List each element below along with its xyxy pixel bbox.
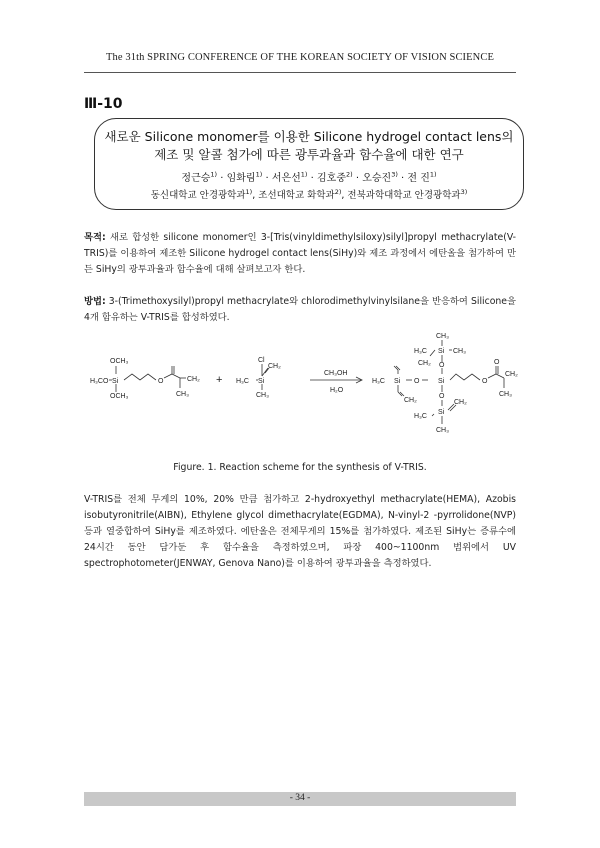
title-line-1: 새로운 Silicone monomer를 이용한 Silicone hydrogel contact lens의 xyxy=(104,129,514,144)
reactant2-ch2: CH₂ xyxy=(268,363,281,370)
page-number: - 34 - xyxy=(289,793,311,803)
author-name: 김호중 xyxy=(317,173,346,184)
product-h3c-left: H₃C xyxy=(372,378,385,385)
author-mark: 1) xyxy=(210,170,218,179)
product-o-bottom: O xyxy=(439,393,445,400)
reactant1-och3-top: OCH₃ xyxy=(110,358,129,365)
product-si-left: Si xyxy=(394,378,401,385)
reactant1-h3co: H₃CO xyxy=(90,378,109,385)
reactant1-si: Si xyxy=(112,378,119,385)
results-paragraph: V-TRIS를 전체 무게의 10%, 20% 만큼 첨가하고 2-hydroxyethyl methacrylate(HEMA), Azobis isobutyronitrile(AIBN), Ethylene glycol dimethacrylate(EGDMA), N-vinyl-2 -pyrrolidone(NVP) 등과 열중합하여 SiHy를 제조하였다. 에탄올은 전체무게의 15%를 첨가하였다. 제조된 SiHy는 증류수에 24시간 동안 담가둔 후 함수율을 측정하였으며, 파장 400~1100nm 범위에서 UV spectrophotometer(JENWAY, Genova Nano)를 이용하여 광투과율을 측정하였다. xyxy=(84,494,516,569)
author-name: 오승진 xyxy=(362,173,392,184)
affiliation: 조선대학교 화학과 xyxy=(258,190,335,201)
reactant2-cl: Cl xyxy=(258,357,265,364)
affiliation-mark: 2) xyxy=(334,187,342,196)
condition-water: H₂O xyxy=(330,387,344,394)
product-h3c-bottom: H₃C xyxy=(414,413,427,420)
affiliation: 전북과학대학교 안경광학과 xyxy=(347,190,461,201)
product-ch2-top: CH₂ xyxy=(418,360,431,367)
author-mark: 1) xyxy=(429,170,437,179)
affiliation: 동신대학교 안경광학과 xyxy=(150,190,246,201)
author-name: 서은선 xyxy=(271,173,301,184)
reactant2-si: Si xyxy=(258,378,265,385)
figure-caption: Figure. 1. Reaction scheme for the synthesis of V-TRIS. xyxy=(173,462,427,473)
footer-bar xyxy=(84,792,516,806)
header-rule xyxy=(84,72,516,73)
author-mark: 2) xyxy=(346,170,353,179)
affiliation-mark: 1) xyxy=(245,187,253,196)
product-h3c-top: H₃C xyxy=(414,348,427,355)
method-label: 방법: xyxy=(84,296,106,307)
reactant1-ester-o: O xyxy=(158,378,164,385)
product-si-top: Si xyxy=(438,348,445,355)
reactant1-och3-bottom: OCH₃ xyxy=(110,393,129,400)
reactant1-ch3: CH₃ xyxy=(176,391,189,398)
product-o-top: O xyxy=(439,362,445,369)
product-ester-o: O xyxy=(482,378,488,385)
title-box xyxy=(94,118,524,210)
method-paragraph xyxy=(84,294,516,326)
author-list: 정근승$^{1)}$ · 임화림$^{1)}$ · 서은선$^{1)}$ · 김호중$^{2)}$ · 오승진$^{3)}$ · 전 진$^{1)}$ xyxy=(181,170,437,184)
product-ch2-bottom-vinyl: CH₂ xyxy=(454,399,467,406)
product-ch2-methacryl: CH₂ xyxy=(505,371,518,378)
reactant1-ch2: CH₂ xyxy=(187,376,200,383)
author-name: 임화림 xyxy=(226,173,256,184)
title-line-2: 제조 및 알콜 첨가에 따른 광투과율과 함수율에 대한 연구 xyxy=(154,147,464,162)
product-ch3-right: CH₃ xyxy=(453,348,466,355)
product-ch3-bottom: CH₃ xyxy=(436,427,449,434)
reactant2-ch3: CH₃ xyxy=(256,392,269,399)
conference-header: The 31th SPRING CONFERENCE OF THE KOREAN SOCIETY OF VISION SCIENCE xyxy=(106,52,494,63)
product-si-bottom: Si xyxy=(438,409,445,416)
author-name: 정근승 xyxy=(181,173,211,184)
purpose-paragraph xyxy=(84,230,516,278)
plus-sign: + xyxy=(216,374,223,386)
affiliation-mark: 3) xyxy=(460,187,468,196)
author-mark: 1) xyxy=(255,170,263,179)
condition-solvent: CH₃OH xyxy=(324,370,348,377)
product-carbonyl-o: O xyxy=(494,359,500,366)
product-ch3-top: CH₃ xyxy=(436,333,449,340)
product-o-mid: O xyxy=(414,378,420,385)
reactant2-h3c: H₃C xyxy=(236,378,249,385)
affiliation-list: 동신대학교 안경광학과$^{1)}$, 조선대학교 화학과$^{2)}$, 전북과학대학교 안경광학과$^{3)}$ xyxy=(150,187,468,201)
product-ch2-bottom: CH₂ xyxy=(404,397,417,404)
product-si-center: Si xyxy=(438,378,445,385)
purpose-text: 새로 합성한 silicone monomer인 3-[Tris(vinyldimethylsiloxy)silyl]propyl methacrylate(V-TRIS)를 이용하여 제조한 Silicone hydrogel contact lens(SiHy)와 제조 과정에서 에탄올을 첨가하여 만든 SiHy의 광투과율과 함수율에 대해 살펴보고자 한다. xyxy=(84,232,516,275)
method-text: 3-(Trimethoxysilyl)propyl methacrylate와 chlorodimethylvinylsilane을 반응하여 Silicone을 4개 함유하는 V-TRIS를 합성하였다. xyxy=(84,296,516,323)
purpose-label: 목적: xyxy=(84,232,106,243)
reaction-scheme xyxy=(84,330,516,454)
author-mark: 3) xyxy=(391,170,398,179)
section-number: Ⅲ-10 xyxy=(84,96,123,112)
author-name: 전 진 xyxy=(407,173,430,184)
product-ch3-methacryl: CH₃ xyxy=(499,391,512,398)
author-mark: 1) xyxy=(300,170,308,179)
